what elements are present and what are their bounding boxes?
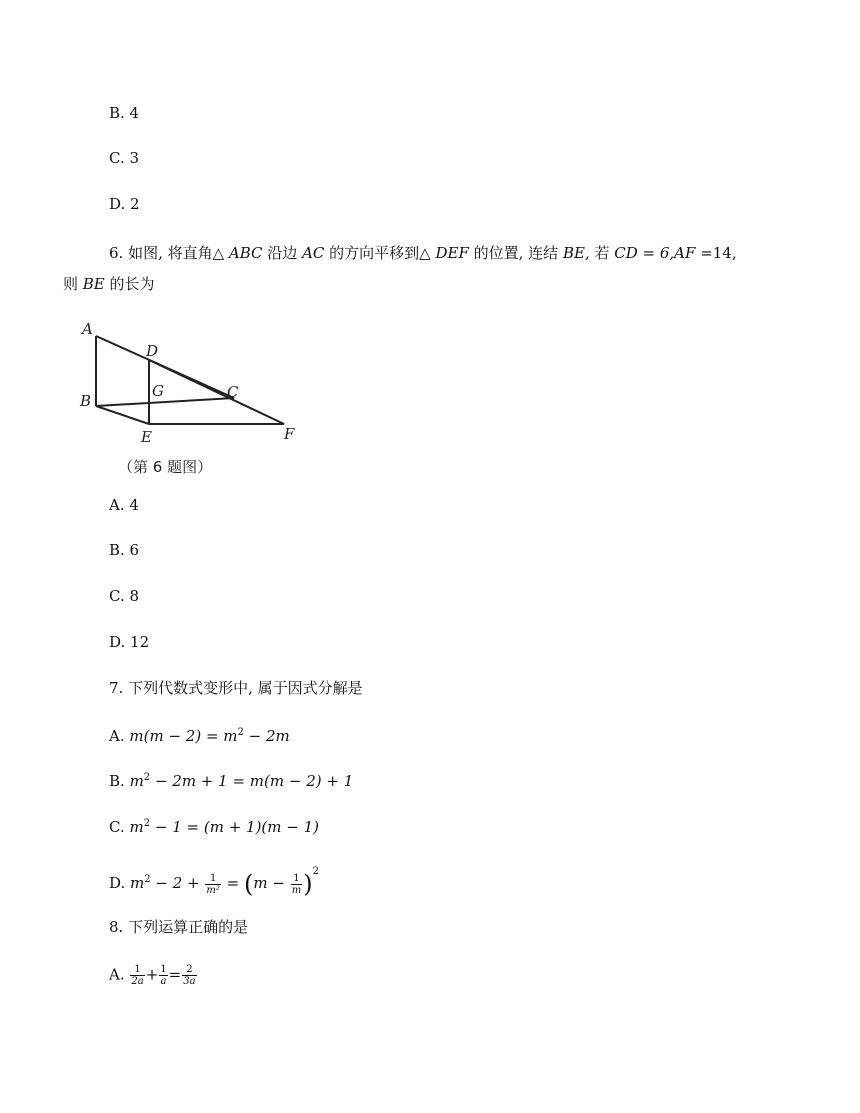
q7-option-c: C. $m^2 - 1 = (m + 1)(m - 1)$ <box>109 818 319 836</box>
q6-option-c: C. 8 <box>109 587 140 605</box>
close-paren: ) <box>303 870 313 898</box>
label-e: E <box>141 428 152 446</box>
q7-stem: 7. 下列代数式变形中, 属于因式分解是 <box>109 679 363 697</box>
label-g: G <box>152 382 164 400</box>
q8-stem: 8. 下列运算正确的是 <box>109 918 249 936</box>
segment-df <box>149 360 284 424</box>
fraction-1-over-a: $\frac{1}{a}$ <box>160 964 167 987</box>
q6-stem-line1: 6. 如图, 将直角△ ABC 沿边 AC 的方向平移到△ DEF 的位置, 连结 BE, 若 CD = 6,AF =14, <box>109 244 737 262</box>
label-f: F <box>284 425 295 443</box>
q5-option-b: B. 4 <box>109 104 140 122</box>
figure-caption: （第 6 题图） <box>118 458 213 476</box>
fraction-one-over-m: $\frac{1}{m}$ <box>291 872 302 896</box>
q7-option-d: D. $m^2 - 2$ + $\frac{1}{\text{m²}}$ = (m − $\frac{1}{m}$ )$^2$ <box>109 866 319 898</box>
fraction-1-over-2a: $\frac{1}{2a}$ <box>131 964 144 987</box>
q6-stem-line2: 则 BE 的长为 <box>63 275 155 293</box>
label-d: D <box>146 342 159 360</box>
q7-option-a: A. $m(m - 2) = m^2 - 2m$ <box>109 727 290 745</box>
segment-be <box>96 406 149 424</box>
q5-option-d: D. 2 <box>109 195 140 213</box>
q5-option-c: C. 3 <box>109 149 140 167</box>
label-c: C <box>227 383 239 401</box>
fraction-2-over-3a: $\frac{2}{3a}$ <box>183 964 196 987</box>
q6-option-d: D. 12 <box>109 633 150 651</box>
label-a: A <box>82 320 93 338</box>
q8-option-a: A. $\frac{1}{2a}$ + $\frac{1}{a}$ = $\frac{2}{3a}$ <box>109 964 196 987</box>
q7-option-b: B. $m^2 - 2m + 1 = m(m - 2) + 1$ <box>109 772 354 790</box>
segment-bc <box>96 398 234 406</box>
q6-option-b: B. 6 <box>109 541 140 559</box>
label-b: B <box>80 392 92 410</box>
open-paren: ( <box>244 870 254 898</box>
q6-figure <box>74 318 304 480</box>
q6-option-a: A. 4 <box>109 496 139 514</box>
fraction-one-over-m-squared: $\frac{1}{\text{m²}}$ <box>206 872 220 896</box>
